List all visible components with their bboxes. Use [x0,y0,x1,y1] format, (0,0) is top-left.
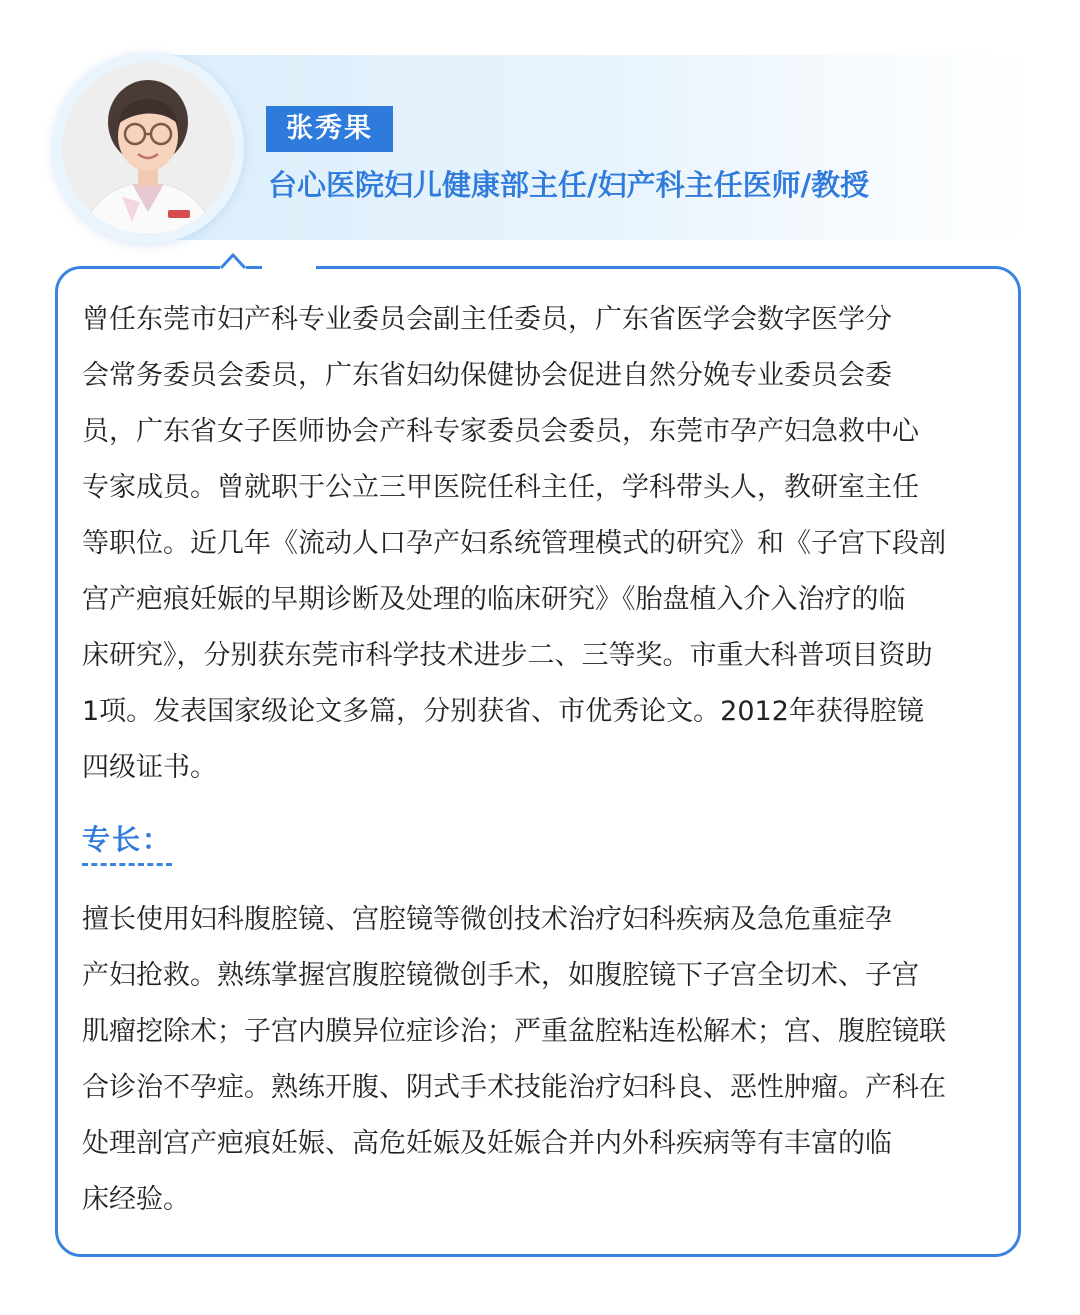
specialty-paragraph [82,892,1002,1228]
bio-line: 曾任东莞市妇产科专业委员会副主任委员，广东省医学会数字医学分 [82,304,892,335]
specialty-line: 产妇抢救。熟练掌握宫腹腔镜微创手术，如腹腔镜下子宫全切术、子宫 [82,960,919,991]
doctor-title: 台心医院妇儿健康部主任/妇产科主任医师/教授 [268,168,870,202]
bio-line: 四级证书。 [82,752,217,783]
bio-paragraph [82,292,1002,796]
specialty-line: 处理剖宫产疤痕妊娠、高危妊娠及妊娠合并内外科疾病等有丰富的临 [82,1128,892,1159]
doctor-name-tag: 张秀果 [266,106,393,152]
specialty-line: 合诊治不孕症。熟练开腹、阴式手术技能治疗妇科良、恶性肿瘤。产科在 [82,1072,946,1103]
bio-line: 会常务委员会委员，广东省妇幼保健协会促进自然分娩专业委员会委 [82,360,892,391]
card-pointer-notch [220,250,246,270]
bio-line: 等职位。近几年《流动人口孕产妇系统管理模式的研究》和《子宫下段剖 [82,528,946,559]
specialty-heading: 专长： [82,820,172,866]
bio-line: 床研究》，分别获东莞市科学技术进步二、三等奖。市重大科普项目资助 [82,640,933,671]
doctor-portrait-icon [62,62,234,234]
bio-line: 员，广东省女子医师协会产科专家委员会委员，东莞市孕产妇急救中心 [82,416,919,447]
avatar [62,62,234,234]
specialty-line: 擅长使用妇科腹腔镜、宫腔镜等微创技术治疗妇科疾病及急危重症孕 [82,904,892,935]
bio-line: 专家成员。曾就职于公立三甲医院任科主任，学科带头人，教研室主任 [82,472,919,503]
specialty-line: 床经验。 [82,1184,190,1215]
bio-line: 1项。发表国家级论文多篇，分别获省、市优秀论文。2012年获得腔镜 [82,696,924,727]
specialty-line: 肌瘤挖除术；子宫内膜异位症诊治；严重盆腔粘连松解术；宫、腹腔镜联 [82,1016,946,1047]
bio-line: 宫产疤痕妊娠的早期诊断及处理的临床研究》《胎盘植入介入治疗的临 [82,584,906,615]
card-border-gap [262,262,316,272]
